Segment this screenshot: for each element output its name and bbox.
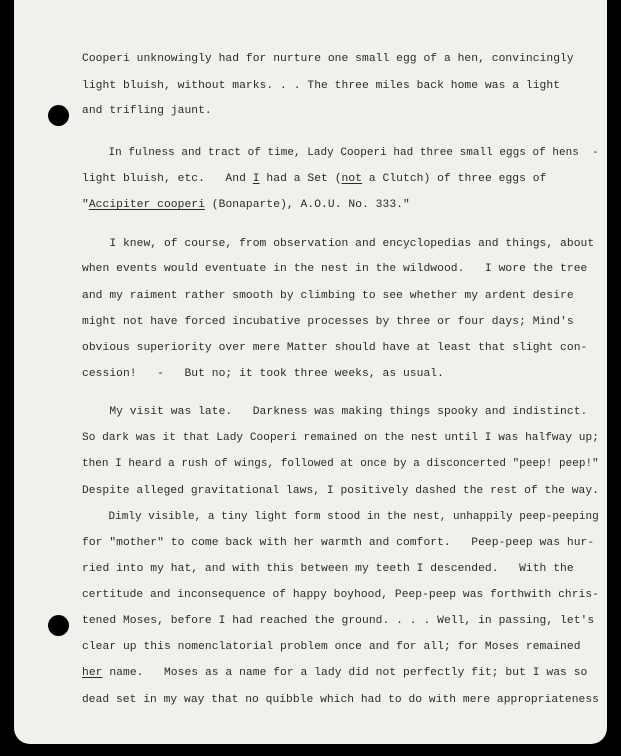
typewritten-page	[14, 0, 607, 744]
text-line-16: Despite alleged gravitational laws, I positively dashed the rest of the way.	[82, 485, 599, 497]
underlined-not: not	[341, 173, 363, 185]
text-line-9: and my raiment rather smooth by climbing to see whether my ardent desire	[82, 290, 574, 302]
text-line-19: ried into my hat, and with this between my teeth I descended. With the	[82, 563, 574, 575]
text-line-23: her name. Moses as a name for a lady did not perfectly fit; but I was so	[82, 667, 588, 679]
text-line-17: Dimly visible, a tiny light form stood in the nest, unhappily peep-peeping	[82, 511, 599, 523]
underlined-i: I	[252, 173, 260, 185]
text-line-13: My visit was late. Darkness was making things spooky and indistinct.	[82, 406, 588, 418]
text-line-24: dead set in my way that no quibble which had to do with mere appropriateness	[82, 694, 599, 706]
text-line-4: In fulness and tract of time, Lady Cooperi had three small eggs of hens -	[82, 147, 599, 159]
underlined-species: Accipiter cooperi	[88, 199, 205, 211]
text-line-1: Cooperi unknowingly had for nurture one small egg of a hen, convincingly	[82, 53, 574, 65]
text-line-2: light bluish, without marks. . . The three miles back home was a light	[82, 80, 561, 92]
binder-hole-top	[48, 105, 69, 126]
text-line-22: clear up this nomenclatorial problem once and for all; for Moses remained	[82, 641, 581, 653]
text-line-5: light bluish, etc. And I had a Set (not a Clutch) of three eggs of	[82, 173, 547, 185]
text-line-11: obvious superiority over mere Matter should have at least that slight con-	[82, 342, 588, 354]
text-line-6: "Accipiter cooperi (Bonaparte), A.O.U. No. 333."	[82, 199, 410, 211]
text-line-15: then I heard a rush of wings, followed at once by a disconcerted "peep! peep!"	[82, 458, 599, 470]
text-line-14: So dark was it that Lady Cooperi remained on the nest until I was halfway up;	[82, 432, 599, 444]
text-line-8: when events would eventuate in the nest in the wildwood. I wore the tree	[82, 263, 588, 275]
text-line-12: cession! - But no; it took three weeks, as usual.	[82, 368, 444, 380]
text-line-20: certitude and inconsequence of happy boyhood, Peep-peep was forthwith chris-	[82, 589, 599, 601]
text-line-3: and trifling jaunt.	[82, 105, 212, 117]
underlined-her: her	[82, 667, 103, 679]
binder-hole-bottom	[48, 615, 69, 636]
text-line-21: tened Moses, before I had reached the ground. . . . Well, in passing, let's	[82, 615, 595, 627]
text-line-10: might not have forced incubative processes by three or four days; Mind's	[82, 316, 574, 328]
text-line-7: I knew, of course, from observation and encyclopedias and things, about	[82, 238, 595, 250]
text-line-18: for "mother" to come back with her warmth and comfort. Peep-peep was hur-	[82, 537, 595, 549]
